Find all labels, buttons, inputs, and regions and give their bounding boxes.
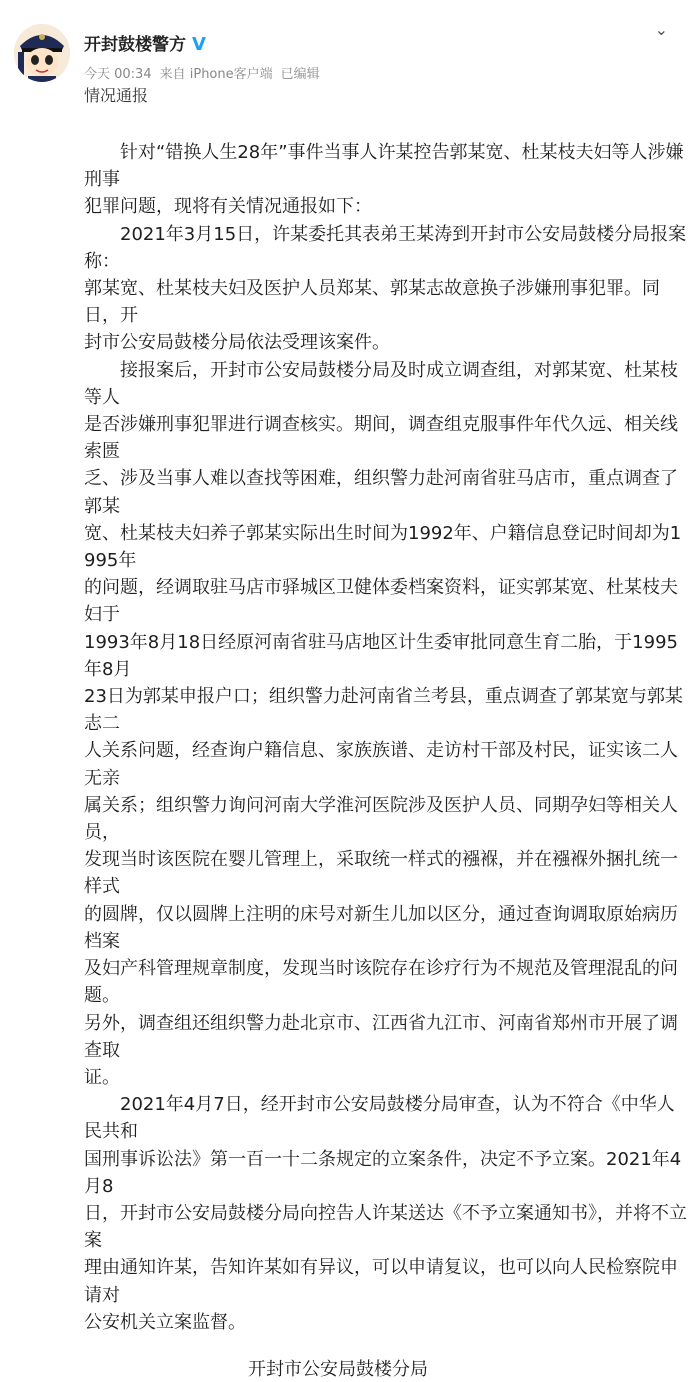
paragraph-line: 犯罪问题，现将有关情况通报如下：	[84, 196, 372, 218]
paragraph	[84, 221, 688, 357]
police-avatar-icon	[14, 24, 70, 82]
post-source[interactable]: 来自 iPhone客户端	[159, 67, 273, 82]
post-body	[84, 139, 688, 1336]
paragraph-line: 公安机关立案监督。	[84, 1311, 246, 1333]
avatar[interactable]	[14, 24, 70, 82]
paragraph-line: 属关系；组织警力询问河南大学淮河医院涉及医护人员、同期孕妇等相关人员，	[84, 794, 678, 844]
paragraph-line: 国刑事诉讼法》第一百一十二条规定的立案条件，决定不予立案。2021年4月8	[84, 1148, 682, 1197]
paragraph	[84, 139, 688, 221]
verified-icon: V	[192, 34, 206, 55]
paragraph-line: 乏、涉及当事人难以查找等困难，组织警力赴河南省驻马店市，重点调查了郭某	[84, 468, 678, 517]
paragraph-line: 证。	[84, 1066, 120, 1088]
paragraph	[84, 357, 688, 1091]
paragraph	[84, 1091, 688, 1336]
paragraph-line: 日，开封市公安局鼓楼分局向控告人许某送达《不予立案通知书》，并将不立案	[84, 1202, 687, 1252]
paragraph-line: 接报案后，开封市公安局鼓楼分局及时成立调查组，对郭某宽、杜某枝等人	[84, 359, 678, 408]
paragraph-line: 的问题，经调取驻马店市驿城区卫健体委档案资料，证实郭某宽、杜某枝夫妇于	[84, 577, 678, 626]
paragraph-line: 封市公安局鼓楼分局依法受理该案件。	[84, 332, 390, 354]
timestamp: 今天 00:34	[84, 67, 152, 82]
paragraph-line: 人关系问题，经查询户籍信息、家族族谱、走访村干部及村民，证实该二人无亲	[84, 740, 678, 789]
paragraph-line: 是否涉嫌刑事犯罪进行调查核实。期间，调查组克服事件年代久远、相关线索匮	[84, 414, 678, 463]
paragraph-line: 理由通知许某，告知许某如有异议，可以申请复议，也可以向人民检察院申请对	[84, 1257, 678, 1306]
paragraph-line: 2021年3月15日，许某委托其表弟王某涛到开封市公安局鼓楼分局报案称：	[84, 223, 687, 272]
account-name[interactable]: 开封鼓楼警方 V	[84, 34, 206, 55]
post-title: 情况通报	[84, 86, 149, 105]
edited-label[interactable]: 已编辑	[280, 67, 320, 82]
paragraph-line: 2021年4月7日，经开封市公安局鼓楼分局审查，认为不符合《中华人民共和	[84, 1094, 675, 1143]
paragraph-line: 23日为郭某申报户口；组织警力赴河南省兰考县，重点调查了郭某宽与郭某志二	[84, 686, 683, 735]
paragraph-line: 1993年8月18日经原河南省驻马店地区计生委审批同意生育二胎，于1995年8月	[84, 631, 678, 680]
post-meta	[84, 63, 328, 82]
signature: 开封市公安局鼓楼分局	[248, 1358, 428, 1380]
paragraph-line: 宽、杜某枝夫妇养子郭某实际出生时间为1992年、户籍信息登记时间却为1995年	[84, 522, 682, 572]
paragraph-line: 另外，调查组还组织警力赴北京市、江西省九江市、河南省郑州市开展了调查取	[84, 1012, 678, 1061]
paragraph-line: 及妇产科管理规章制度，发现当时该院存在诊疗行为不规范及管理混乱的问题。	[84, 958, 678, 1007]
chevron-down-icon[interactable]: ⌄	[654, 20, 668, 39]
paragraph-line: 的圆牌，仅以圆牌上注明的床号对新生儿加以区分，通过查询调取原始病历档案	[84, 903, 678, 952]
paragraph-line: 针对“错换人生28年”事件当事人许某控告郭某宽、杜某枝夫妇等人涉嫌刑事	[84, 142, 684, 191]
paragraph-line: 郭某宽、杜某枝夫妇及医护人员郑某、郭某志故意换子涉嫌刑事犯罪。同日，开	[84, 278, 660, 327]
paragraph-line: 发现当时该医院在婴儿管理上，采取统一样式的襁褓，并在襁褓外捆扎统一样式	[84, 849, 678, 898]
